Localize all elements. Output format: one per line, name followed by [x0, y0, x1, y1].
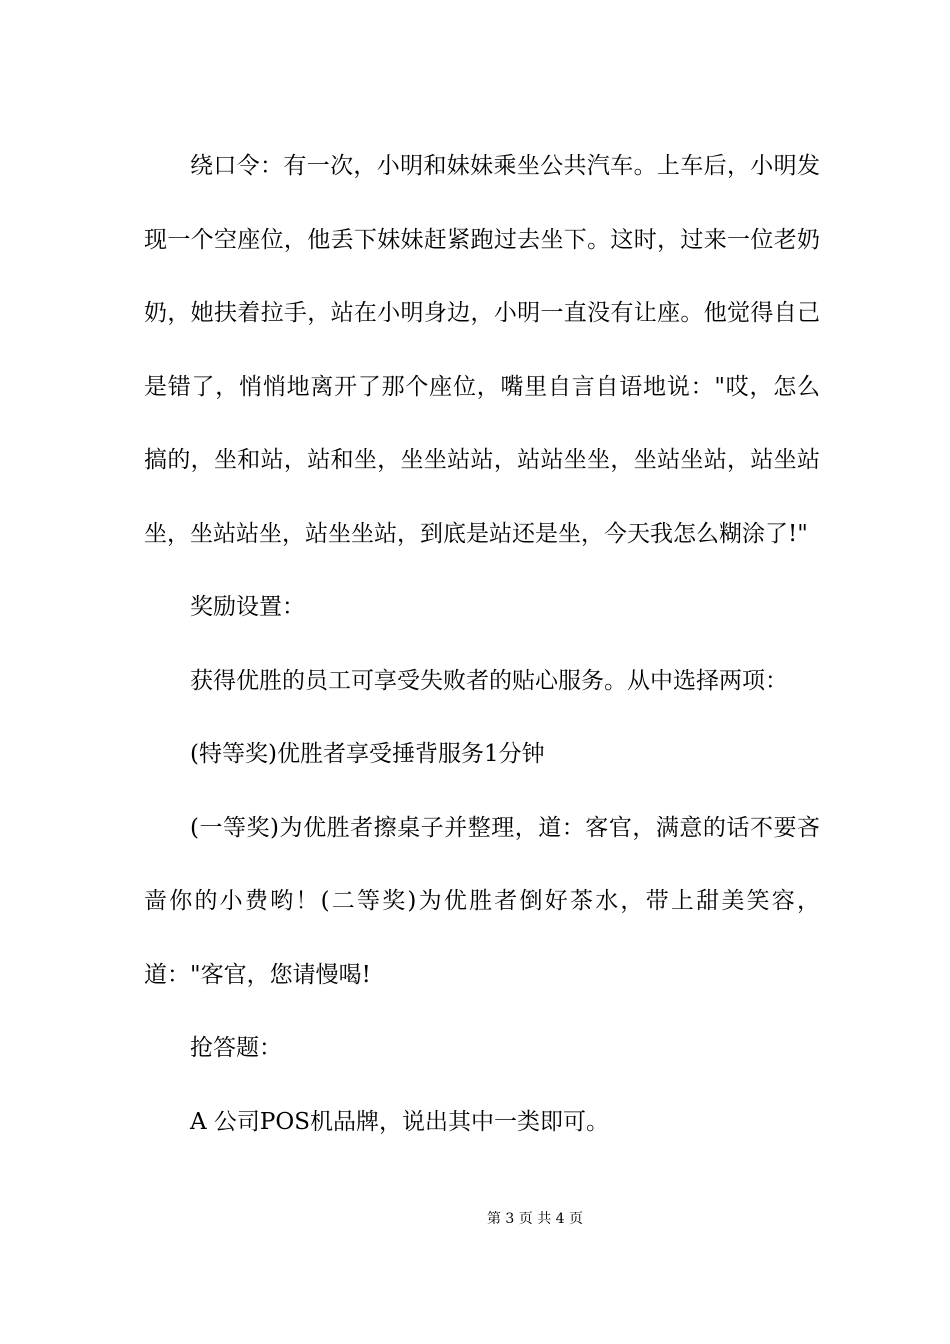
page-footer — [0, 1209, 950, 1229]
paragraph-reward-heading: 奖励设置： — [190, 594, 305, 620]
paragraph-reward-intro: 获得优胜的员工可享受失败者的贴心服务。从中选择两项： — [190, 667, 788, 694]
paragraph-first-second-prize: (一等奖)为优胜者擦桌子并整理，道：客官，满意的话不要吝啬你的小费哟！(二等奖)为优胜者倒好茶水，带上甜美笑容，道："客官，您请慢喝! — [144, 814, 820, 988]
paragraph-tongue-twister: 绕口令：有一次，小明和妹妹乘坐公共汽车。上车后，小明发现一个空座位，他丢下妹妹赶紧跑过去坐下。这时，过来一位老奶奶，她扶着拉手，站在小明身边，小明一直没有让座。他觉得自己是错了，悄悄地离开了那个座位，嘴里自言自语地说："哎，怎么搞的，坐和站，站和坐，坐坐站站，站站坐坐，坐站坐站，站坐站坐，坐站站坐，站坐坐站，到底是站还是坐，今天我怎么糊涂了!" — [144, 153, 820, 547]
paragraph-special-prize: (特等奖)优胜者享受捶背服务1分钟 — [190, 741, 545, 767]
paragraph-quiz-heading: 抢答题： — [190, 1035, 282, 1061]
paragraph-quiz-question: A 公司POS机品牌，说出其中一类即可。 — [190, 1108, 610, 1135]
document-body — [144, 130, 820, 1159]
page-number: 第 3 页 共 4 页 — [486, 1211, 584, 1227]
